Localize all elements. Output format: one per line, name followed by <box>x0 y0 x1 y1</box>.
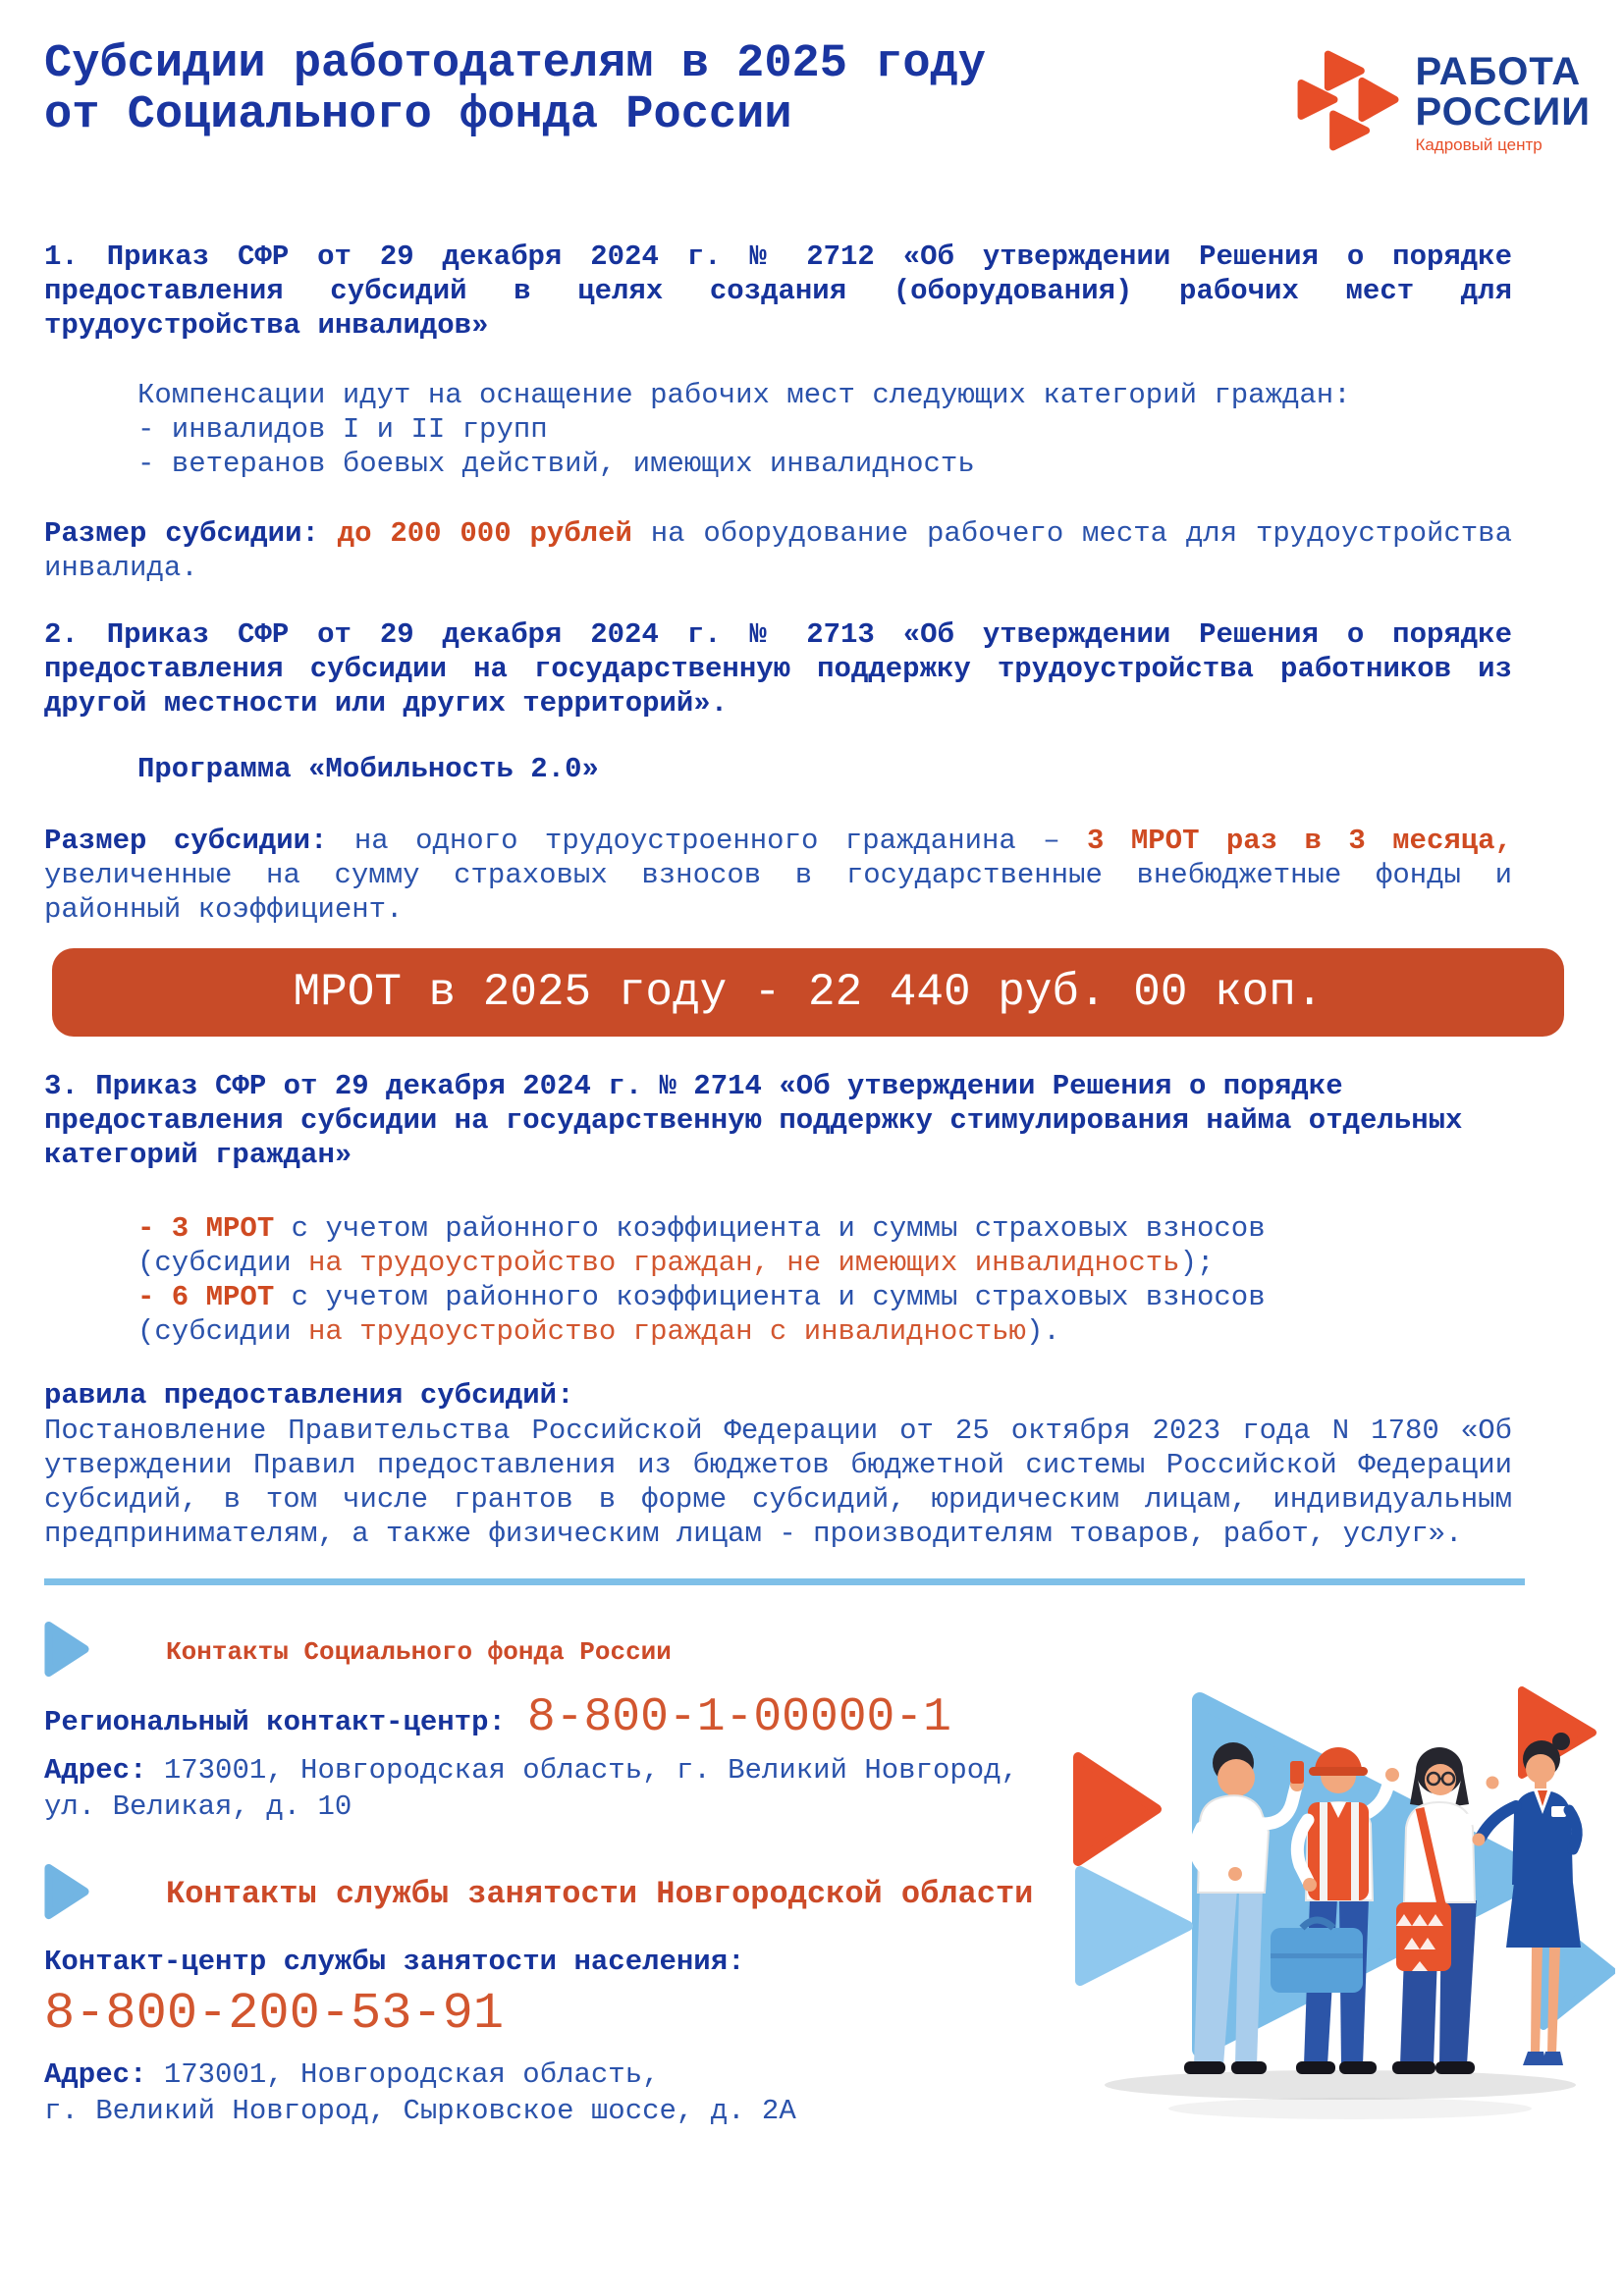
contacts-czn-heading <box>44 1863 1624 1925</box>
sfr-phone-number: 8-800-1-00000-1 <box>526 1691 951 1744</box>
text-line <box>137 752 1512 786</box>
content-blocks <box>44 240 1512 1551</box>
text-segment: - инвалидов I и II групп <box>137 413 548 446</box>
text-segment: (субсидии <box>137 1315 309 1348</box>
text-segment: Компенсации идут на оснащение рабочих мест следующих категорий граждан: <box>137 379 1351 411</box>
contacts-sfr-heading <box>44 1621 1624 1682</box>
mobility-program <box>44 752 1512 786</box>
text-segment: 3 МРОТ раз в 3 месяца, <box>1087 825 1512 857</box>
czn-address <box>44 2057 1624 2092</box>
text-segment: увеличенные на сумму страховых взносов в государственные внебюджетные фонды и районный коэффициент. <box>44 859 1512 926</box>
play-triangle-icon <box>44 1863 89 1925</box>
text-segment: на одного трудоустроенного гражданина – <box>353 825 1088 857</box>
text-line <box>137 1280 1512 1314</box>
text-segment: - 3 МРОТ <box>137 1212 275 1245</box>
text-segment: на трудоустройство граждан с инвалидностью <box>308 1315 1026 1348</box>
text-segment: Размер субсидии: <box>44 517 338 550</box>
text-segment: до 200 000 рублей <box>337 517 632 550</box>
sfr-phone-label: Региональный контакт-центр: <box>44 1706 506 1738</box>
contacts-czn-heading-label: Контакты службы занятости Новгородской области <box>166 1876 1034 1912</box>
text-line <box>137 1314 1512 1349</box>
text-segment: с учетом районного коэффициента и суммы страховых взносов <box>274 1212 1266 1245</box>
rules-paragraph <box>44 1414 1512 1551</box>
rabota-rossii-logo-icon <box>1296 49 1399 157</box>
text-segment: 2. Приказ СФР от 29 декабря 2024 г. № 2713 «Об утверждении Решения о порядке предоставления субсидии на государственную поддержку трудоустройства работников из другой местности или других территорий». <box>44 618 1512 720</box>
section-divider <box>44 1578 1525 1585</box>
sfr-address-line1: 173001, Новгородская область, г. Великий Новгород, <box>163 1754 1018 1787</box>
logo-text <box>1415 49 1591 155</box>
mrot-banner: МРОТ в 2025 году - 22 440 руб. 00 коп. <box>52 948 1564 1037</box>
text-segment: на трудоустройство граждан, не имеющих инвалидность <box>308 1247 1180 1279</box>
text-line <box>137 378 1512 412</box>
play-triangle-icon <box>44 1621 89 1682</box>
text-line <box>137 1246 1512 1280</box>
text-segment: - ветеранов боевых действий, имеющих инвалидность <box>137 448 975 480</box>
czn-address-label: Адрес: <box>44 2058 147 2091</box>
sfr-phone-row <box>44 1692 1624 1743</box>
rabota-rossii-logo <box>1296 49 1591 157</box>
text-segment: Постановление Правительства Российской Федерации от 25 октября 2023 года N 1780 «Об утверждении Правил предоставления из бюджетов бюджетной системы Российской Федерации субсидий, в том числе грантов в форме субсидий, юридическим лицам, индивидуальным предпринимателям, а также физическим лицам - производителям товаров, работ, услуг». <box>44 1415 1512 1550</box>
czn-phone-number: 8-800-200-53-91 <box>44 1985 505 2043</box>
text-segment: Размер субсидии: <box>44 825 354 857</box>
contacts-area <box>44 1621 1624 2128</box>
text-segment: (субсидии <box>137 1247 309 1279</box>
sfr-address-label: Адрес: <box>44 1754 147 1787</box>
compensation-list <box>44 378 1512 481</box>
mrot-terms-list <box>44 1211 1512 1349</box>
text-line <box>137 412 1512 447</box>
text-line <box>137 1211 1512 1246</box>
subsidy-size-1 <box>44 516 1512 585</box>
logo-brand-line2: РОССИИ <box>1415 89 1591 133</box>
text-segment: Программа «Мобильность 2.0» <box>137 753 599 785</box>
logo-subtitle: Кадровый центр <box>1415 134 1543 154</box>
text-segment: - 6 МРОТ <box>137 1281 275 1313</box>
text-segment: ); <box>1179 1247 1215 1279</box>
order-2712-heading <box>44 240 1512 343</box>
sfr-address <box>44 1753 1624 1788</box>
czn-address-line2: г. Великий Новгород, Сырковское шоссе, д. 2А <box>44 2095 796 2127</box>
page-title-line2: от Социального фонда России <box>44 89 792 141</box>
text-segment: ). <box>1025 1315 1060 1348</box>
order-2713-heading <box>44 617 1512 721</box>
czn-phone-label: Контакт-центр службы занятости населения: <box>44 1946 745 1978</box>
text-segment: равила предоставления субсидий: <box>44 1379 574 1412</box>
contacts-sfr-heading-label: Контакты Социального фонда России <box>166 1636 672 1667</box>
logo-brand-line1: РАБОТА <box>1415 49 1582 93</box>
sfr-address-line2: ул. Великая, д. 10 <box>44 1790 352 1823</box>
rules-heading <box>44 1378 1512 1413</box>
subsidy-size-2 <box>44 824 1512 927</box>
text-segment: с учетом районного коэффициента и суммы страховых взносов <box>274 1281 1266 1313</box>
order-2714-heading <box>44 1069 1512 1172</box>
page-title-line1: Субсидии работодателям в 2025 году <box>44 38 986 90</box>
czn-address-line1: 173001, Новгородская область, <box>163 2058 660 2091</box>
text-segment: 1. Приказ СФР от 29 декабря 2024 г. № 2712 «Об утверждении Решения о порядке предоставления субсидий в целях создания (оборудования) рабочих мест для трудоустройства инвалидов» <box>44 240 1512 342</box>
text-line <box>137 447 1512 481</box>
text-segment: 3. Приказ СФР от 29 декабря 2024 г. № 2714 «Об утверждении Решения о порядке предоставления субсидии на государственную поддержку стимулирования найма отдельных категорий граждан» <box>44 1070 1463 1171</box>
text-segment: на оборудование рабочего места для трудоустройства инвалида. <box>44 517 1512 584</box>
